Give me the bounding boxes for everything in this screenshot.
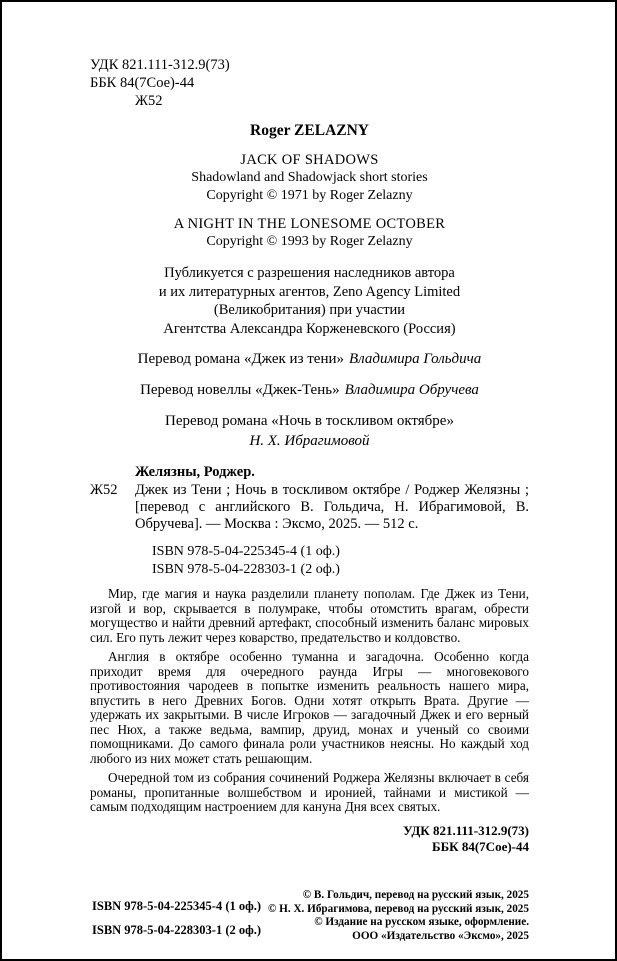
footer-isbn-line: ISBN 978-5-04-228303-1 (2 оф.) [92,922,262,937]
translator-name: Владимира Гольдича [349,351,482,367]
copyright-line: © В. Гольдич, перевод на русский язык, 2025 [302,889,529,902]
copyright-line: ООО «Издательство «Эксмо», 2025 [352,929,529,942]
translation-text: Перевод романа «Ночь в тоскливом октябре» [165,413,454,429]
translation-credit-3 [90,411,529,451]
footer-isbn [92,895,261,943]
footer [92,889,529,943]
annotation-paragraph: Англия в октябре особенно туманна и загадочна. Особенно когда приходит время для очередного раунда Игры — многовекового противостояния чародеев в попытке изменить реальность нашего мира, впустить в него Древних Богов. Одни хотят открыть Врата. Другие — удержать их закрытыми. В числе Игроков — загадочный Джек и его верный пес Нюх, а также ведьма, вампир, друид, монах и ученый со своими помощниками. До самого финала роли участников неясны. Но каждый ход любого из них может стать решающим. [90,649,529,766]
work1-title: JACK OF SHADOWS [240,152,379,168]
permission-line: и их литературных агентов, Zeno Agency Limited [158,283,461,300]
bbk-code: ББК 84(7Сое)-44 [90,75,195,91]
author-sign-code: Ж52 [135,93,163,109]
translator-name: Владимира Обручева [344,382,479,398]
translator-name: Н. Х. Ибрагимовой [249,433,370,449]
work2-title: A NIGHT IN THE LONESOME OCTOBER [173,216,446,232]
copyright-line: © Издание на русском языке, оформление. [314,916,529,929]
work1-subtitle: Shadowland and Shadowjack short stories [191,170,428,185]
permission-line: Публикуется с разрешения наследников автора [164,265,455,281]
translation-credit-2 [90,380,529,400]
bibliographic-entry [90,464,529,533]
annotation [90,587,529,815]
footer-copyrights [268,889,529,943]
copyright-line: © Н. Х. Ибрагимова, перевод на русский язык, 2025 [268,902,529,915]
permission-line: Агентства Александра Корженевского (Россия) [163,320,456,337]
annotation-paragraph: Мир, где магия и наука разделили планету пополам. Где Джек из Тени, изгой и вор, скрывается в полумраке, чтобы отомстить врагам, обрести могущество и найти древний артефакт, способный изменить баланс мировых сил. Его путь лежит через коварство, предательство и колдовство. [90,586,529,645]
biblio-entry-text: Джек из Тени ; Ночь в тоскливом октябре / Роджер Желязны ; [перевод с английского В. Гольдича, Н. Ибрагимовой, В. Обручева]. — Москва : Эксмо, 2025. — 512 с. [135,482,529,532]
biblio-description [90,482,529,533]
translation-text: Перевод новеллы «Джек-Тень» [140,382,340,398]
biblio-author-header: Желязны, Роджер. [135,464,255,480]
permission-note [90,264,529,338]
translation-text: Перевод романа «Джек из тени» [137,351,345,367]
footer-isbn-line: ISBN 978-5-04-225345-4 (1 оф.) [92,899,262,913]
bbk-code-bottom: ББК 84(7Сое)-44 [431,839,529,854]
work1-copyright: Copyright © 1971 by Roger Zelazny [206,188,413,203]
author-name: Roger ZELAZNY [250,122,369,139]
work2-copyright: Copyright © 1993 by Roger Zelazny [206,234,413,249]
udk-code-bottom: УДК 821.111-312.9(73) [403,822,529,838]
biblio-author-sign: Ж52 [90,482,118,498]
permission-line: (Великобритания) при участии [213,302,406,318]
catalog-codes [90,56,529,110]
translation-credits [90,349,529,451]
isbn-block [152,543,529,578]
translation-credit-1 [90,349,529,369]
isbn-line: ISBN 978-5-04-225345-4 (1 оф.) [152,544,340,559]
isbn-line: ISBN 978-5-04-228303-1 (2 оф.) [152,561,340,577]
annotation-paragraph: Очередной том из собрания сочинений Роджера Желязны включает в себя романы, пропитанные волшебством и иронией, тайнами и мистикой — самым подходящим настроением для кануна Дня всех святых. [90,770,529,814]
original-titles [90,151,529,251]
udk-code: УДК 821.111-312.9(73) [90,57,230,73]
classifier-codes [90,823,529,856]
